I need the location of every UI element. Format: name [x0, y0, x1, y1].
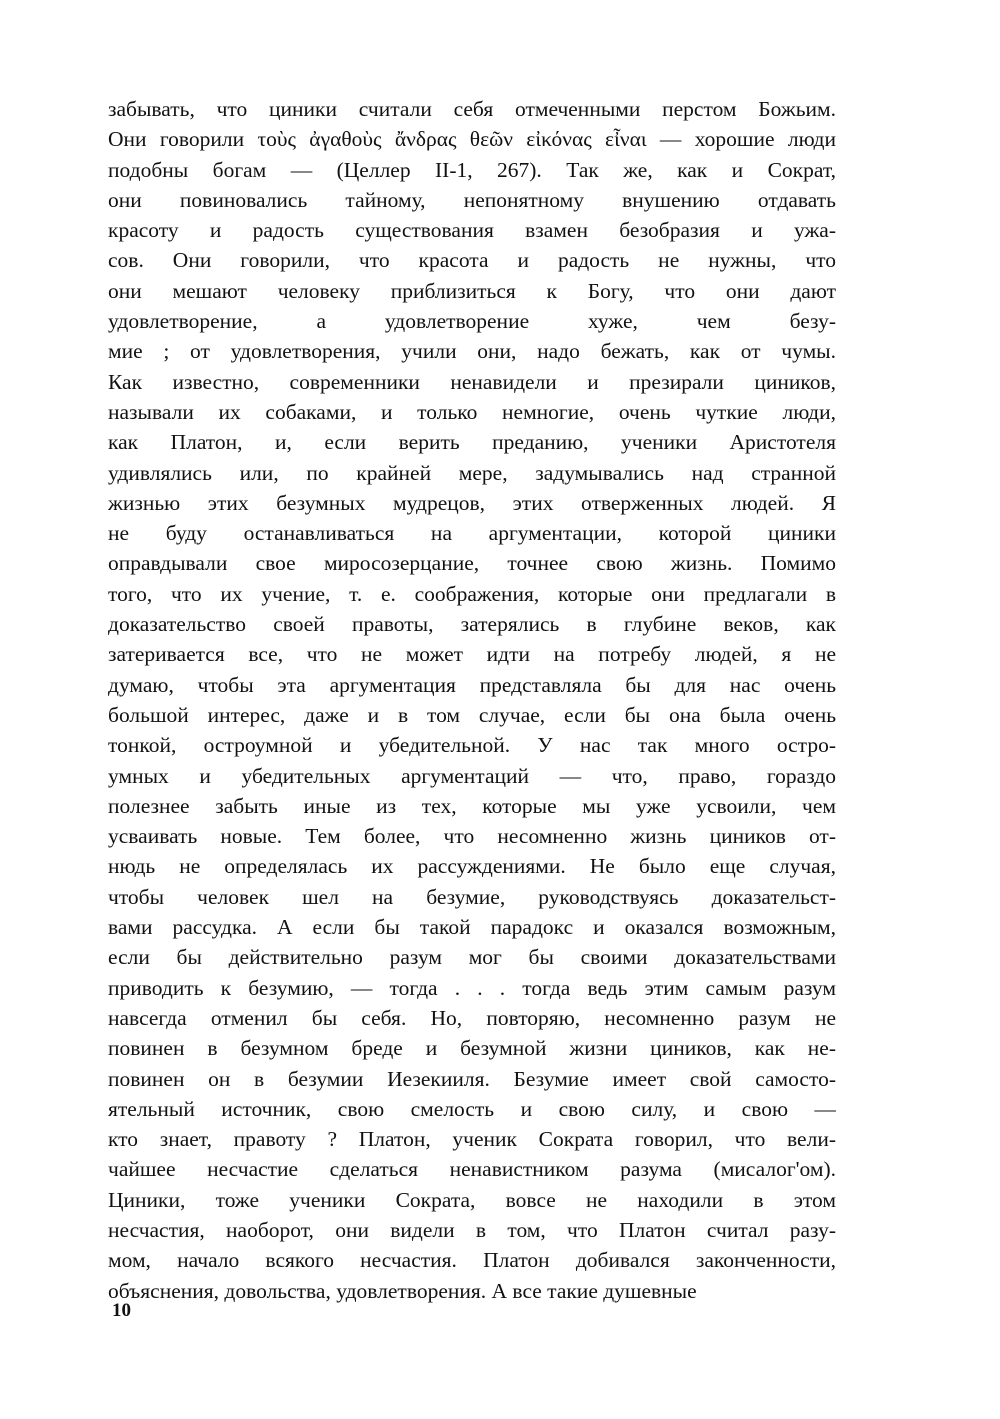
text-line: затеривается все, что не может идти на потребу людей, я не [108, 642, 836, 667]
text-line: повинен он в безумии Иезекииля. Безумие имеет свой самосто- [108, 1066, 836, 1091]
text-line: Они говорили τοὺς ἀγαθοὺς ἄνδρας θεῶν εἰκόνας εἶναι — хорошие люди [108, 127, 836, 152]
text-line: мие ; от удовлетворения, учили они, надо бежать, как от чумы. [108, 339, 836, 364]
text-line: несчастия, наоборот, они видели в том, что Платон считал разу- [108, 1217, 836, 1242]
text-line: повинен в безумном бреде и безумной жизни циников, как не- [108, 1036, 836, 1061]
text-line: Как известно, современники ненавидели и презирали циников, [108, 369, 836, 394]
text-line: умных и убедительных аргументаций — что, право, гораздо [108, 763, 836, 788]
text-line: они повиновались тайному, непонятному внушению отдавать [108, 187, 836, 212]
text-line: нюдь не определялась их рассуждениями. Не было еще случая, [108, 854, 836, 879]
text-line: кто знает, правоту ? Платон, ученик Сократа говорил, что вели- [108, 1127, 836, 1152]
text-line: оправдывали свое миросозерцание, точнее свою жизнь. Помимо [108, 551, 836, 576]
text-line: Циники, тоже ученики Сократа, вовсе не находили в этом [108, 1187, 836, 1212]
page-number: 10 [112, 1300, 131, 1321]
text-line: подобны богам — (Целлер II-1, 267). Так же, как и Сократ, [108, 157, 836, 182]
text-line: тонкой, остроумной и убедительной. У нас так много остро- [108, 733, 836, 758]
text-line: усваивать новые. Тем более, что несомненно жизнь циников от- [108, 824, 836, 849]
text-line: удивлялись или, по крайней мере, задумывались над странной [108, 460, 836, 485]
text-line: как Платон, и, если верить преданию, ученики Аристотеля [108, 430, 836, 455]
text-line: объяснения, довольства, удовлетворения. А все такие душевные [108, 1278, 697, 1303]
text-line: забывать, что циники считали себя отмеченными перстом Божьим. [108, 97, 836, 121]
text-line: удовлетворение, а удовлетворение хуже, чем безу- [108, 309, 836, 334]
text-line: навсегда отменил бы себя. Но, повторяю, несомненно разум не [108, 1005, 836, 1030]
text-line: красоту и радость существования взамен безобразия и ужа- [108, 218, 836, 243]
text-line: жизнью этих безумных мудрецов, этих отверженных людей. Я [108, 490, 836, 515]
text-line: сов. Они говорили, что красота и радость не нужны, что [108, 248, 836, 273]
text-line: ятельный источник, свою смелость и свою силу, и свою — [108, 1096, 836, 1121]
text-line: чайшее несчастие сделаться ненавистником разума (мисалог'ом). [108, 1157, 836, 1182]
text-line: вами рассудка. А если бы такой парадокс и оказался возможным, [108, 915, 836, 940]
text-line: они мешают человеку приблизиться к Богу, что они дают [108, 278, 836, 303]
text-line: думаю, чтобы эта аргументация представляла бы для нас очень [108, 672, 836, 697]
body-text [108, 94, 836, 1306]
text-line: мом, начало всякого несчастия. Платон добивался законченности, [108, 1248, 836, 1273]
text-line: чтобы человек шел на безумие, руководствуясь доказательст- [108, 884, 836, 909]
text-line: приводить к безумию, — тогда . . . тогда ведь этим самым разум [108, 975, 836, 1000]
text-line: не буду останавливаться на аргументации, которой циники [108, 521, 836, 546]
text-line: если бы действительно разум мог бы своими доказательствами [108, 945, 836, 970]
text-line: большой интерес, даже и в том случае, если бы она была очень [108, 702, 836, 727]
text-line: того, что их учение, т. е. соображения, которые они предлагали в [108, 581, 836, 606]
text-line: доказательство своей правоты, затерялись в глубине веков, как [108, 612, 836, 637]
text-line: называли их собаками, и только немногие, очень чуткие люди, [108, 399, 836, 424]
text-line: полезнее забыть иные из тех, которые мы уже усвоили, чем [108, 793, 836, 818]
